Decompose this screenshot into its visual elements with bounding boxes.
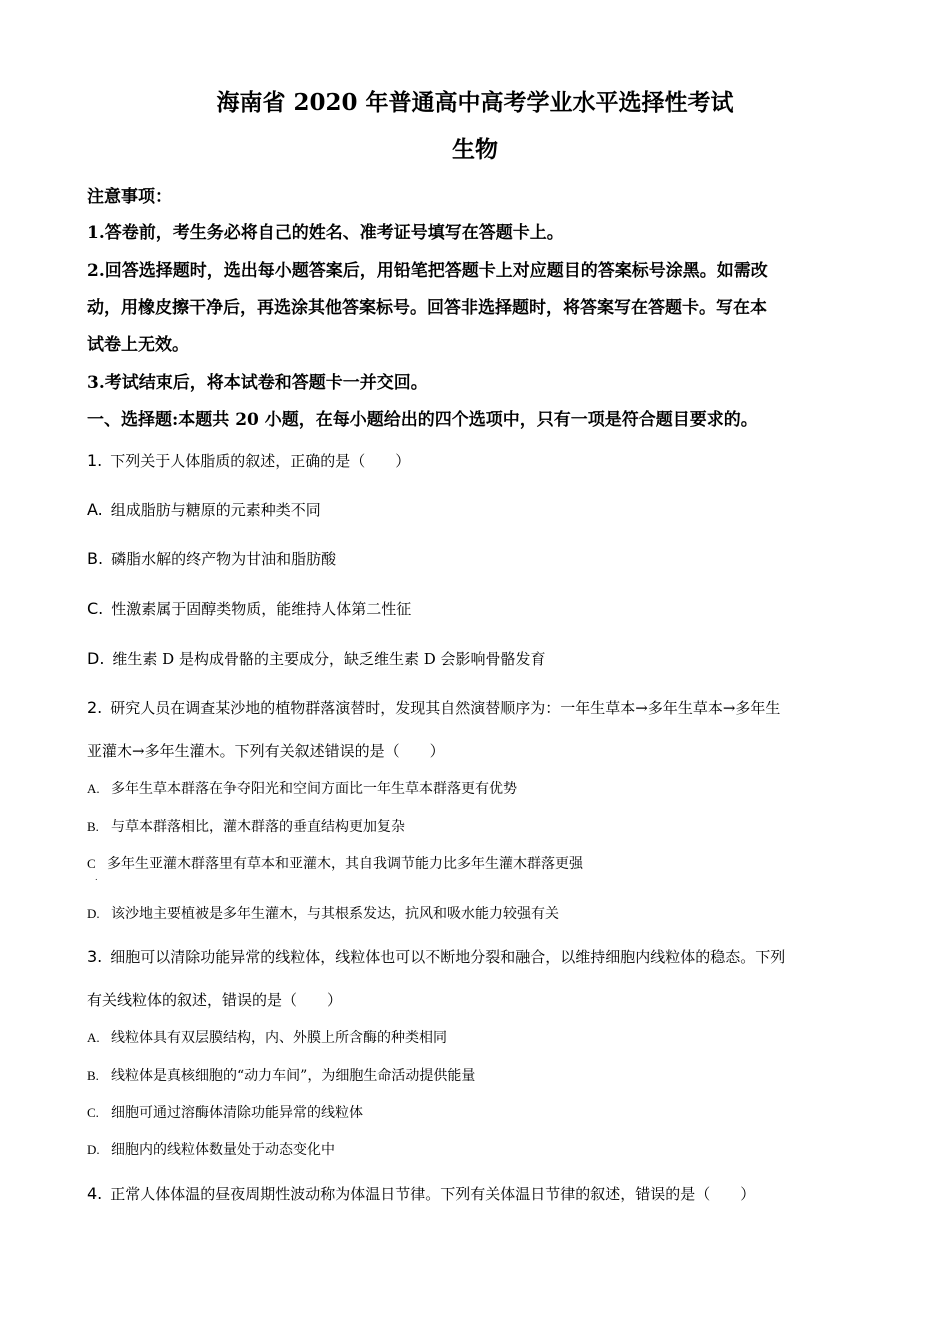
option-label: B. <box>87 819 99 834</box>
option-label: C. <box>87 599 104 618</box>
section-heading: 一、选择题:本题共 20 小题，在每小题给出的四个选项中，只有一项是符合题目要求的。 <box>87 410 758 430</box>
option-label: A. <box>87 500 103 519</box>
question-3-option-d <box>87 1139 335 1159</box>
option-text: 维生素 D 是构成骨骼的主要成分，缺乏维生素 D 会影响骨骼发育 <box>112 650 546 668</box>
option-label: C. <box>87 1105 99 1120</box>
question-1-option-d <box>87 648 546 669</box>
question-1-option-c <box>87 598 411 619</box>
question-number: 4. <box>87 1184 103 1203</box>
option-text: 细胞内的线粒体数量处于动态变化中 <box>111 1142 335 1158</box>
option-text: 磷脂水解的终产物为甘油和脂肪酸 <box>111 550 337 568</box>
option-label: D. <box>87 906 100 921</box>
option-c-stray-dot: . <box>95 873 98 882</box>
notice-item-1: 1.答卷前，考生务必将自己的姓名、准考证号填写在答题卡上。 <box>87 223 564 243</box>
notice-item-3: 3.考试结束后，将本试卷和答题卡一并交回。 <box>87 373 428 393</box>
question-text: 正常人体体温的昼夜周期性波动称为体温日节律。下列有关体温日节律的叙述，错误的是（ ） <box>110 1185 756 1203</box>
question-3-option-c <box>87 1102 363 1122</box>
option-text: 多年生草本群落在争夺阳光和空间方面比一年生草本群落更有优势 <box>111 781 517 797</box>
notice-item-2-line-2: 动，用橡皮擦干净后，再选涂其他答案标号。回答非选择题时，将答案写在答题卡。写在本 <box>87 298 767 318</box>
question-text: 下列关于人体脂质的叙述，正确的是（ ） <box>110 452 411 470</box>
question-text: 细胞可以清除功能异常的线粒体，线粒体也可以不断地分裂和融合，以维持细胞内线粒体的稳态。下列 <box>110 948 786 966</box>
option-text: 细胞可通过溶酶体清除功能异常的线粒体 <box>111 1105 363 1121</box>
option-text: 线粒体是真核细胞的“动力车间”，为细胞生命活动提供能量 <box>111 1068 476 1084</box>
notice-heading: 注意事项： <box>87 187 172 207</box>
notice-item-2-line-3: 试卷上无效。 <box>87 335 189 355</box>
question-2-option-c <box>87 853 583 873</box>
subject-title: 生物 <box>452 136 498 163</box>
question-1-stem <box>87 450 410 471</box>
option-label: B. <box>87 549 104 568</box>
question-3-stem-line-2: 有关线粒体的叙述，错误的是（ ） <box>87 991 343 1009</box>
option-label: B. <box>87 1068 99 1083</box>
question-number: 3. <box>87 947 103 966</box>
question-3-stem-line-1 <box>87 946 785 967</box>
option-text: 多年生亚灌木群落里有草本和亚灌木，其自我调节能力比多年生灌木群落更强 <box>107 856 583 872</box>
question-2-option-b <box>87 816 405 836</box>
option-text: 线粒体具有双层膜结构，内、外膜上所含酶的种类相同 <box>111 1030 447 1046</box>
question-3-option-a <box>87 1027 447 1047</box>
question-3-option-b <box>87 1065 475 1085</box>
exam-title: 海南省 2020 年普通高中高考学业水平选择性考试 <box>216 89 734 116</box>
question-1-option-a <box>87 499 321 520</box>
question-2-stem-line-1 <box>87 697 780 718</box>
notice-item-2-line-1: 2.回答选择题时，选出每小题答案后，用铅笔把答题卡上对应题目的答案标号涂黑。如需改 <box>87 261 768 281</box>
question-number: 2. <box>87 698 103 717</box>
option-text: 组成脂肪与糖原的元素种类不同 <box>110 501 321 519</box>
option-text: 与草本群落相比，灌木群落的垂直结构更加复杂 <box>111 819 405 835</box>
option-text: 该沙地主要植被是多年生灌木，与其根系发达，抗风和吸水能力较强有关 <box>111 906 559 922</box>
option-label: D. <box>87 1142 100 1157</box>
question-2-stem-line-2: 亚灌木→多年生灌木。下列有关叙述错误的是（ ） <box>87 742 445 760</box>
question-1-option-b <box>87 548 336 569</box>
option-label: A. <box>87 1030 100 1045</box>
option-label: A. <box>87 781 100 796</box>
question-text: 研究人员在调查某沙地的植物群落演替时，发现其自然演替顺序为：一年生草本→多年生草本→多年生 <box>110 699 781 717</box>
question-2-option-a <box>87 778 517 798</box>
option-label: D. <box>87 649 105 668</box>
question-4-stem <box>87 1183 755 1204</box>
question-number: 1. <box>87 451 103 470</box>
question-2-option-d <box>87 903 559 923</box>
option-label: C <box>87 856 96 871</box>
option-text: 性激素属于固醇类物质，能维持人体第二性征 <box>111 600 412 618</box>
